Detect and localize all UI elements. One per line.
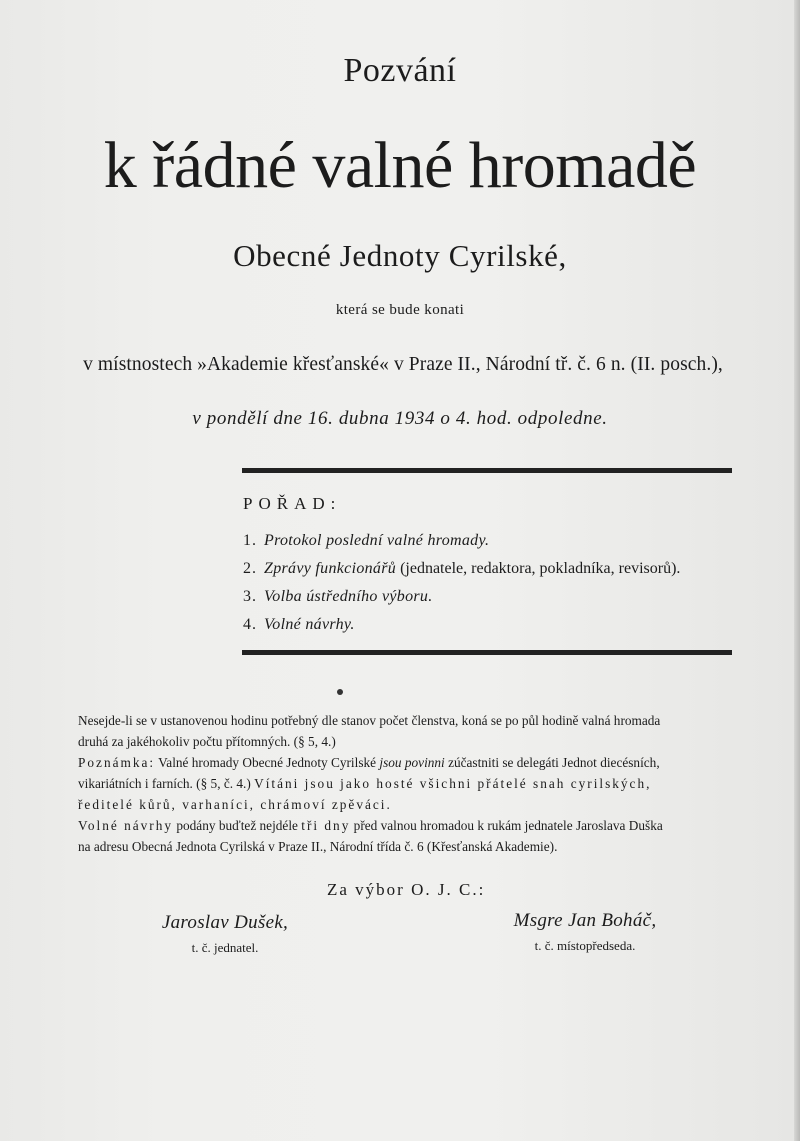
program-section [243, 494, 743, 639]
program-item-text: Volba ústředního výboru. [264, 588, 433, 605]
main-title: k řádné valné hromadě [103, 129, 697, 202]
note-line: Volné návrhy podány buďtež nejdéle tři dny před valnou hromadou k rukám jednatele Jaroslava Duška [78, 818, 663, 833]
program-item-text: Protokol poslední valné hromady. [264, 532, 490, 549]
notes-section [78, 710, 758, 857]
note-line: na adresu Obecná Jednota Cyrilská v Praze II., Národní třída č. 6 (Křesťanská Akademie). [78, 839, 558, 854]
note-line: druhá za jakéhokoliv počtu přítomných. (§ 5, 4.) [78, 734, 336, 749]
program-item-text: Volné návrhy. [264, 616, 355, 633]
note-line: vikariátních i farních. (§ 5, č. 4.) Vítáni jsou jako hosté všichni přátelé snah cyrilských, [78, 776, 652, 791]
date-line: v pondělí dne 16. dubna 1934 o 4. hod. odpoledne. [192, 408, 608, 429]
program-item-number: 4. [243, 616, 257, 633]
note-line: Nesejde-li se v ustanovenou hodinu potřebný dle stanov počet členstva, koná se po půl hodině valná hromada [78, 713, 661, 728]
signature-name: Jaroslav Dušek, [161, 912, 289, 933]
program-item-number: 3. [243, 588, 257, 605]
signature-role: t. č. místopředseda. [534, 938, 636, 953]
venue-line: v místnostech »Akademie křesťanské« v Praze II., Národní tř. č. 6 n. (II. posch.), [83, 354, 723, 375]
subheading: která se bude konati [335, 302, 465, 318]
program-title: POŘAD: [243, 494, 342, 513]
program-item [243, 555, 743, 583]
signature-block-vice-chair [500, 910, 670, 954]
program-item-number: 2. [243, 560, 257, 577]
program-item [243, 583, 743, 611]
signature-role: t. č. jednatel. [191, 940, 259, 955]
note-line: Poznámka: Valné hromady Obecné Jednoty Cyrilské jsou povinni zúčastniti se delegáti Jednot diecésních, [78, 755, 660, 770]
program-item [243, 527, 743, 555]
program-item-number: 1. [243, 532, 257, 549]
committee-line: Za výbor O. J. C.: [327, 880, 486, 899]
divider-rule-bottom [242, 650, 732, 655]
program-item-rest: (jednatele, redaktora, pokladníka, revisorů). [396, 560, 681, 577]
divider-rule-top [242, 468, 732, 473]
invitation-heading: Pozvání [343, 52, 457, 89]
bullet-dot-icon [337, 689, 343, 695]
program-item-text: Zprávy funkcionářů [264, 560, 397, 577]
organization-name: Obecné Jednoty Cyrilské, [233, 238, 567, 273]
note-label: Poznámka: [78, 755, 156, 770]
signature-name: Msgre Jan Boháč, [513, 910, 657, 931]
note-line: ředitelé kůrů, varhaníci, chrámoví zpěváci. [78, 797, 392, 812]
program-item [243, 611, 743, 639]
signature-block-secretary [150, 912, 300, 956]
